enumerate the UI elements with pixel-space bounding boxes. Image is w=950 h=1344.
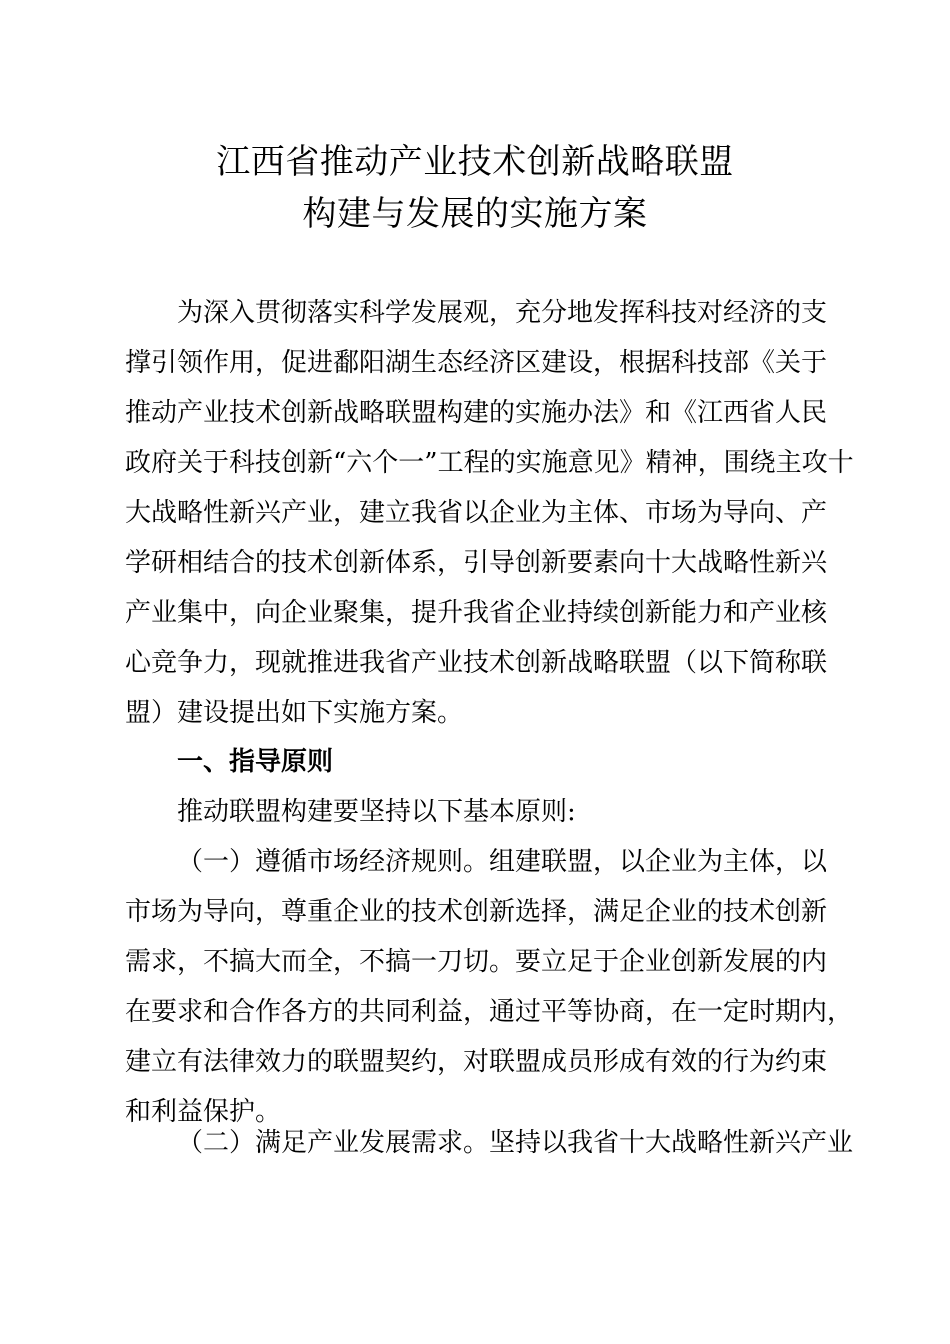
paragraph-line: 学研相结合的技术创新体系，引导创新要素向十大战略性新兴 [125,548,828,578]
paragraph-line: 市场为导向，尊重企业的技术创新选择，满足企业的技术创新 [125,897,828,927]
paragraph-line: （一）遵循市场经济规则。组建联盟，以企业为主体，以 [177,847,828,877]
paragraph-line: 和利益保护。 [125,1097,282,1127]
section-heading: 一、指导原则 [177,747,334,777]
paragraph-line: 撑引领作用，促进鄱阳湖生态经济区建设，根据科技部《关于 [125,348,828,378]
paragraph-line: 需求，不搞大而全，不搞一刀切。要立足于企业创新发展的内 [125,947,828,977]
paragraph-line: 为深入贯彻落实科学发展观，充分地发挥科技对经济的支 [177,298,828,328]
paragraph-line: 在要求和合作各方的共同利益，通过平等协商，在一定时期内， [125,997,854,1027]
paragraph-line: 大战略性新兴产业，建立我省以企业为主体、市场为导向、产 [125,498,828,528]
document-title-line-2: 构建与发展的实施方案 [302,194,648,234]
paragraph-line: 推动联盟构建要坚持以下基本原则: [177,797,576,827]
paragraph-line: 盟）建设提出如下实施方案。 [125,698,464,728]
paragraph-line: （二）满足产业发展需求。坚持以我省十大战略性新兴产业 [177,1128,854,1158]
paragraph-line: 心竞争力，现就推进我省产业技术创新战略联盟（以下简称联 [125,648,828,678]
document-title-line-1: 江西省推动产业技术创新战略联盟 [216,142,734,182]
paragraph-line: 推动产业技术创新战略联盟构建的实施办法》和《江西省人民 [125,398,828,428]
paragraph-line: 建立有法律效力的联盟契约，对联盟成员形成有效的行为约束 [125,1047,828,1077]
paragraph-line: 产业集中，向企业聚集，提升我省企业持续创新能力和产业核 [125,598,828,628]
paragraph-line: 政府关于科技创新“六个一”工程的实施意见》精神，围绕主攻十 [125,448,854,478]
